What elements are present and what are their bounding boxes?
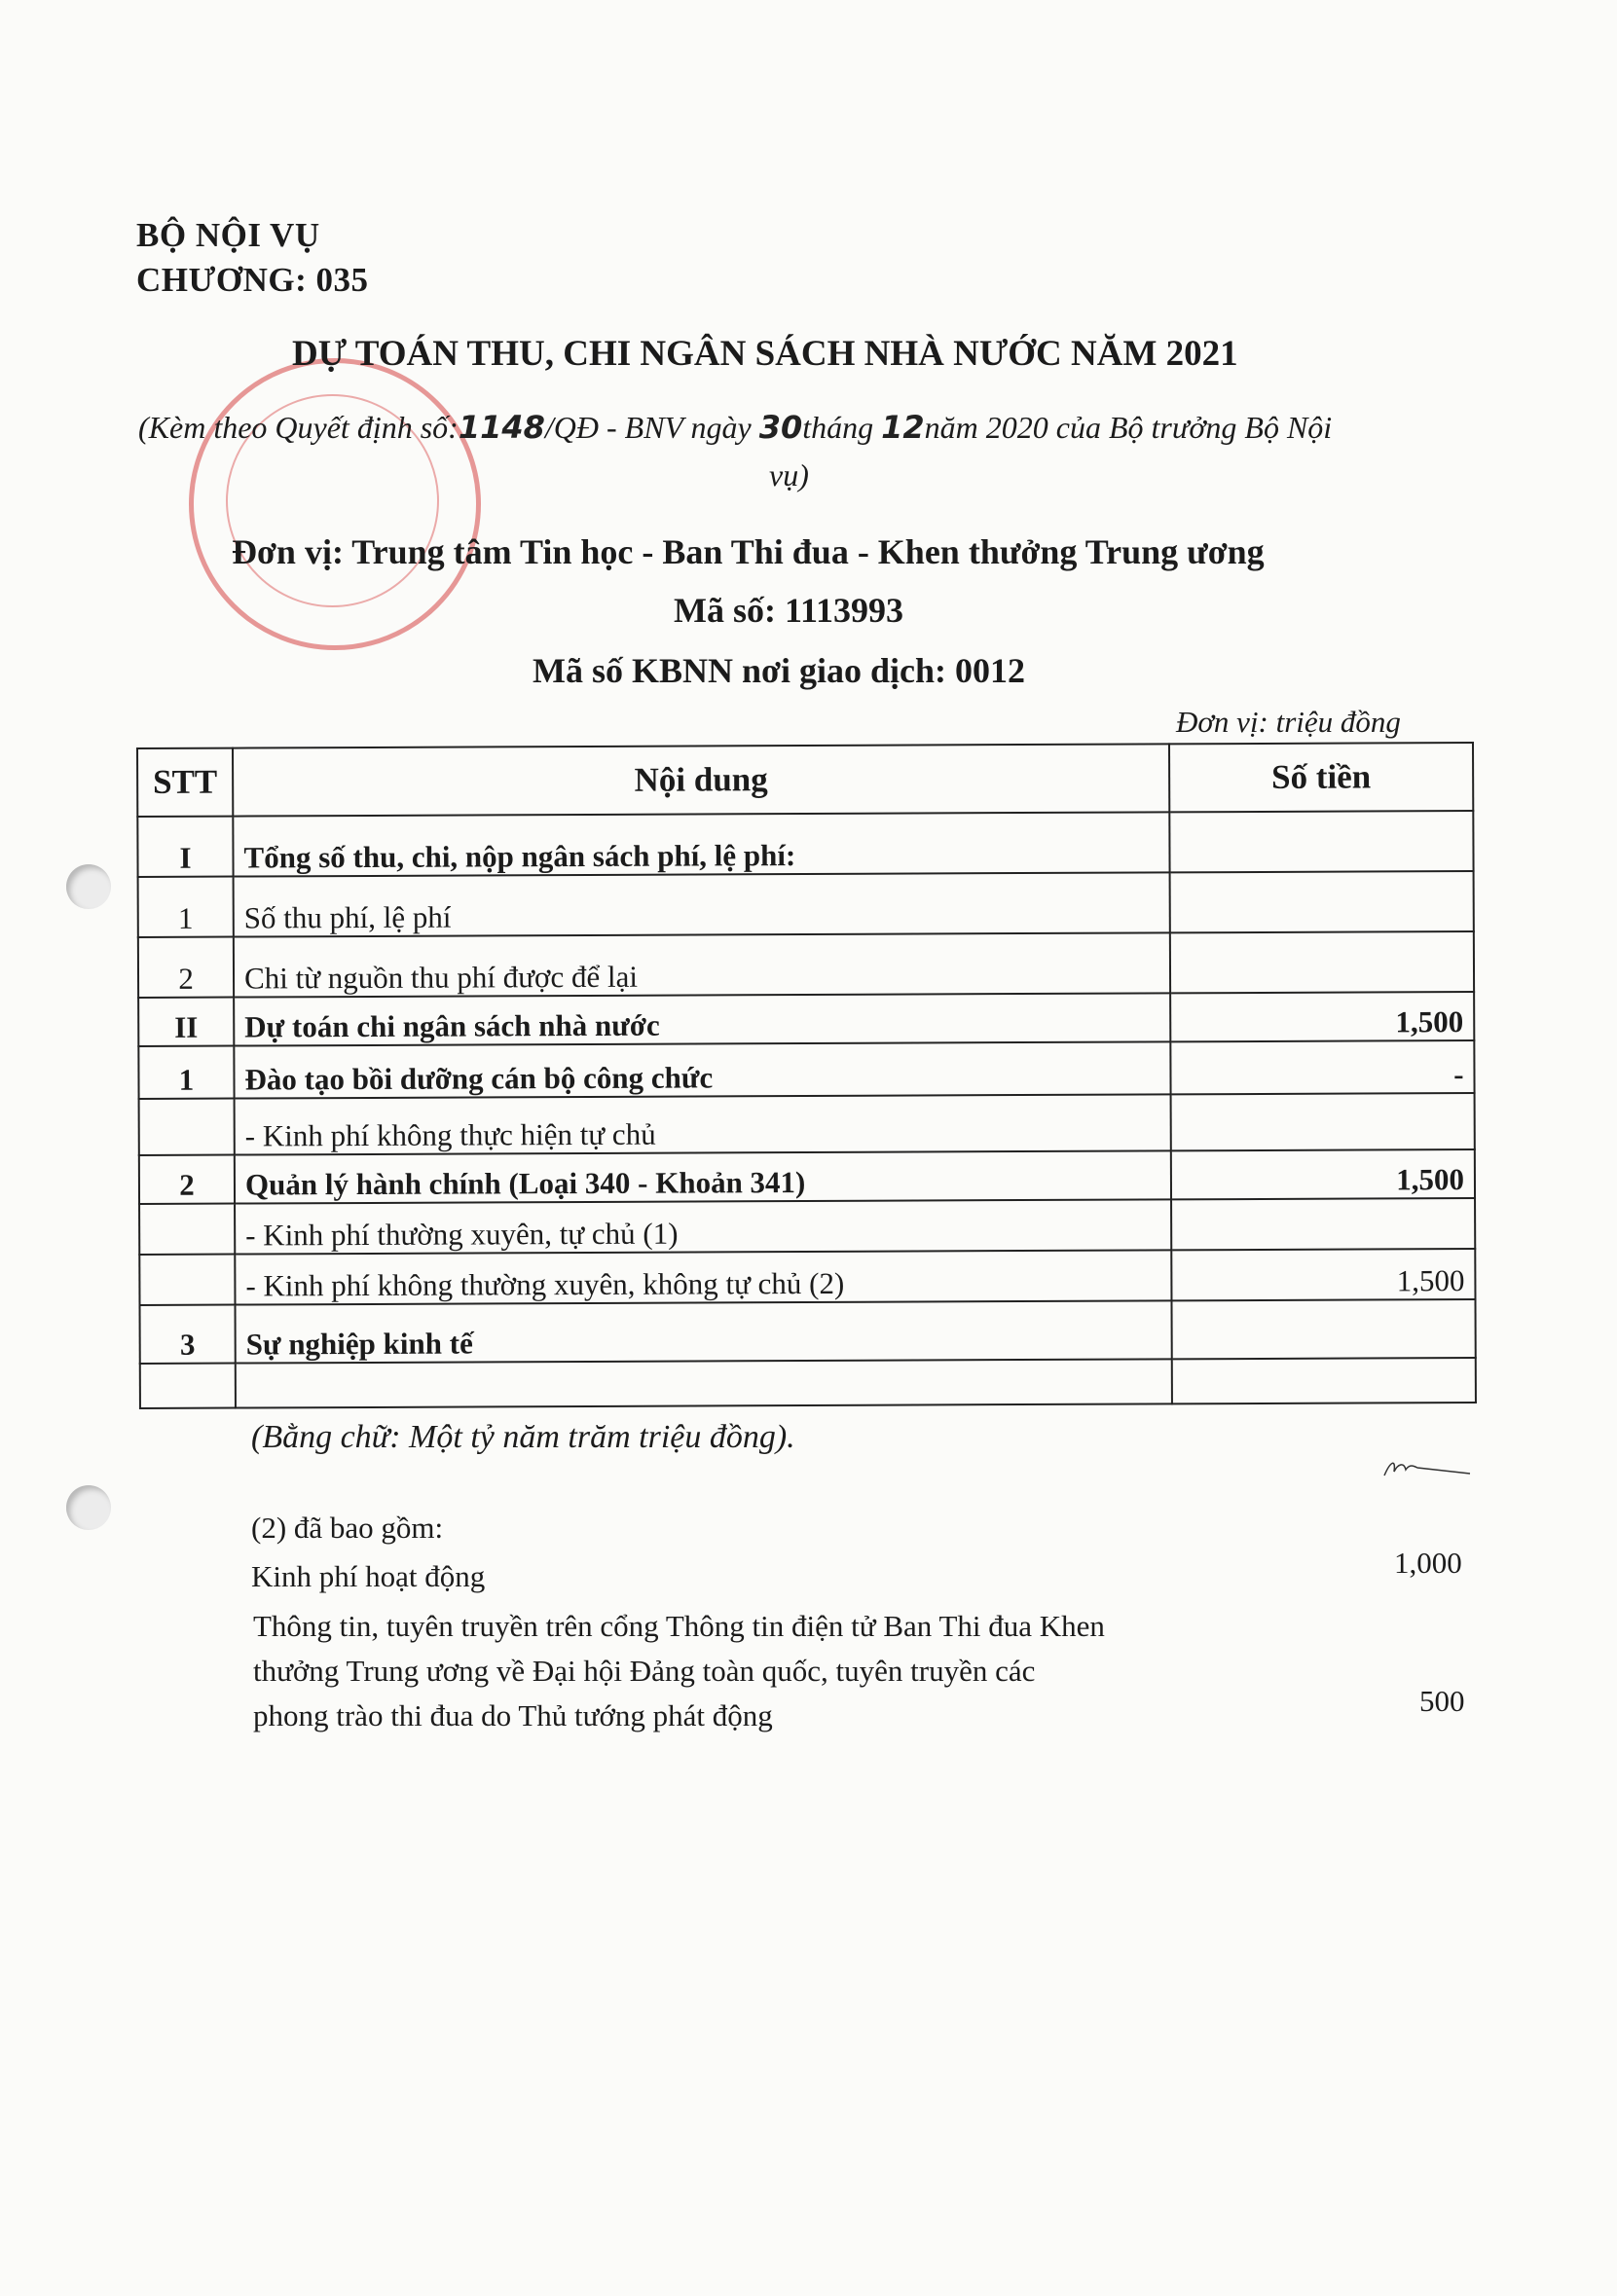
table-row — [139, 1093, 1475, 1155]
table-header-row — [137, 743, 1473, 817]
header-content: Nội dung — [233, 744, 1169, 816]
row-stt: II — [138, 998, 234, 1046]
row-amount: 1,500 — [1171, 1149, 1475, 1199]
table-row — [138, 931, 1474, 998]
document-title: DỰ TOÁN THU, CHI NGÂN SÁCH NHÀ NƯỚC NĂM 2021 — [292, 334, 1238, 374]
table-row — [140, 1358, 1476, 1408]
notes-item1-value: 1,000 — [1394, 1546, 1462, 1580]
row-content: Tổng số thu, chi, nộp ngân sách phí, lệ phí: — [233, 812, 1169, 876]
row-amount — [1170, 931, 1474, 993]
notes-item2-line1: Thông tin, tuyên truyền trên cổng Thông tin điện tử Ban Thi đua Khen — [253, 1609, 1105, 1643]
row-amount — [1171, 1198, 1475, 1250]
row-content: - Kinh phí không thực hiện tự chủ — [235, 1094, 1171, 1154]
treasury-code: Mã số KBNN nơi giao dịch: 0012 — [533, 651, 1025, 690]
row-stt: I — [137, 817, 233, 877]
punch-hole-bottom — [66, 1485, 111, 1530]
amount-in-words: (Bằng chữ: Một tỷ năm trăm triệu đồng). — [251, 1419, 795, 1455]
unit-code: Mã số: 1113993 — [674, 591, 904, 630]
row-amount — [1170, 871, 1474, 932]
currency-unit: Đơn vị: triệu đồng — [1176, 705, 1401, 739]
document-subtitle — [138, 409, 1332, 446]
notes-item2-value: 500 — [1419, 1684, 1465, 1718]
header-organization: BỘ NỘI VỤ — [136, 216, 320, 254]
row-amount: 1,500 — [1170, 992, 1474, 1041]
table-row — [139, 1249, 1475, 1305]
row-content: - Kinh phí thường xuyên, tự chủ (1) — [235, 1199, 1171, 1254]
row-stt — [139, 1255, 235, 1305]
row-content: Dự toán chi ngân sách nhà nước — [234, 993, 1170, 1045]
row-amount — [1171, 1093, 1475, 1150]
row-stt: 1 — [138, 877, 234, 937]
table-row — [138, 992, 1474, 1046]
header-amount: Số tiền — [1169, 743, 1473, 812]
row-content: - Kinh phí không thường xuyên, không tự chủ (2) — [235, 1250, 1171, 1304]
handwritten-day: 30 — [758, 409, 803, 446]
header-chapter: CHƯƠNG: 035 — [136, 261, 369, 299]
unit-name: Đơn vị: Trung tâm Tin học - Ban Thi đua - Khen thưởng Trung ương — [232, 532, 1265, 571]
subtitle-suffix: năm 2020 của Bộ trưởng Bộ Nội — [924, 410, 1333, 445]
row-stt — [140, 1364, 236, 1408]
notes-item2-line2: thưởng Trung ương về Đại hội Đảng toàn quốc, tuyên truyền các — [253, 1654, 1036, 1688]
subtitle-mid2: tháng — [802, 410, 874, 445]
notes-item2-line3: phong trào thi đua do Thủ tướng phát động — [253, 1698, 773, 1732]
row-stt: 2 — [138, 937, 234, 998]
row-content: Số thu phí, lệ phí — [234, 872, 1170, 936]
subtitle-mid1: /QĐ - BNV ngày — [544, 410, 752, 445]
punch-hole-top — [66, 864, 111, 909]
table-row — [137, 811, 1473, 877]
row-amount — [1172, 1358, 1476, 1403]
row-content: Đào tạo bồi dưỡng cán bộ công chức — [234, 1041, 1170, 1098]
row-amount: - — [1170, 1040, 1474, 1094]
notes-item1-label: Kinh phí hoạt động — [251, 1559, 486, 1593]
header-stt: STT — [137, 748, 233, 817]
subtitle-prefix: (Kèm theo Quyết định số: — [138, 410, 459, 445]
row-amount: 1,500 — [1171, 1249, 1475, 1300]
row-content: Chi từ nguồn thu phí được để lại — [234, 932, 1170, 997]
row-amount — [1169, 811, 1473, 872]
table-row — [138, 1040, 1474, 1099]
row-content: Quản lý hành chính (Loại 340 - Khoản 341) — [235, 1150, 1171, 1203]
table-row — [140, 1299, 1476, 1364]
row-content: Sự nghiệp kinh tế — [235, 1300, 1171, 1363]
notes-heading: (2) đã bao gồm: — [251, 1511, 444, 1545]
document-subtitle-line2: vụ) — [769, 457, 809, 492]
notes-item2-label — [253, 1604, 1105, 1738]
table-row — [139, 1149, 1475, 1204]
table-row — [139, 1198, 1475, 1255]
row-amount — [1171, 1299, 1475, 1359]
handwritten-month: 12 — [881, 409, 925, 446]
row-stt — [139, 1204, 235, 1255]
handwritten-decision-number: 1148 — [458, 409, 545, 446]
row-content — [236, 1359, 1172, 1407]
row-stt — [139, 1099, 235, 1155]
table-row — [138, 871, 1474, 937]
row-stt: 1 — [138, 1046, 234, 1099]
budget-table — [136, 742, 1477, 1409]
row-stt: 2 — [139, 1155, 235, 1204]
initials-signature — [1380, 1454, 1474, 1481]
row-stt: 3 — [140, 1305, 236, 1364]
